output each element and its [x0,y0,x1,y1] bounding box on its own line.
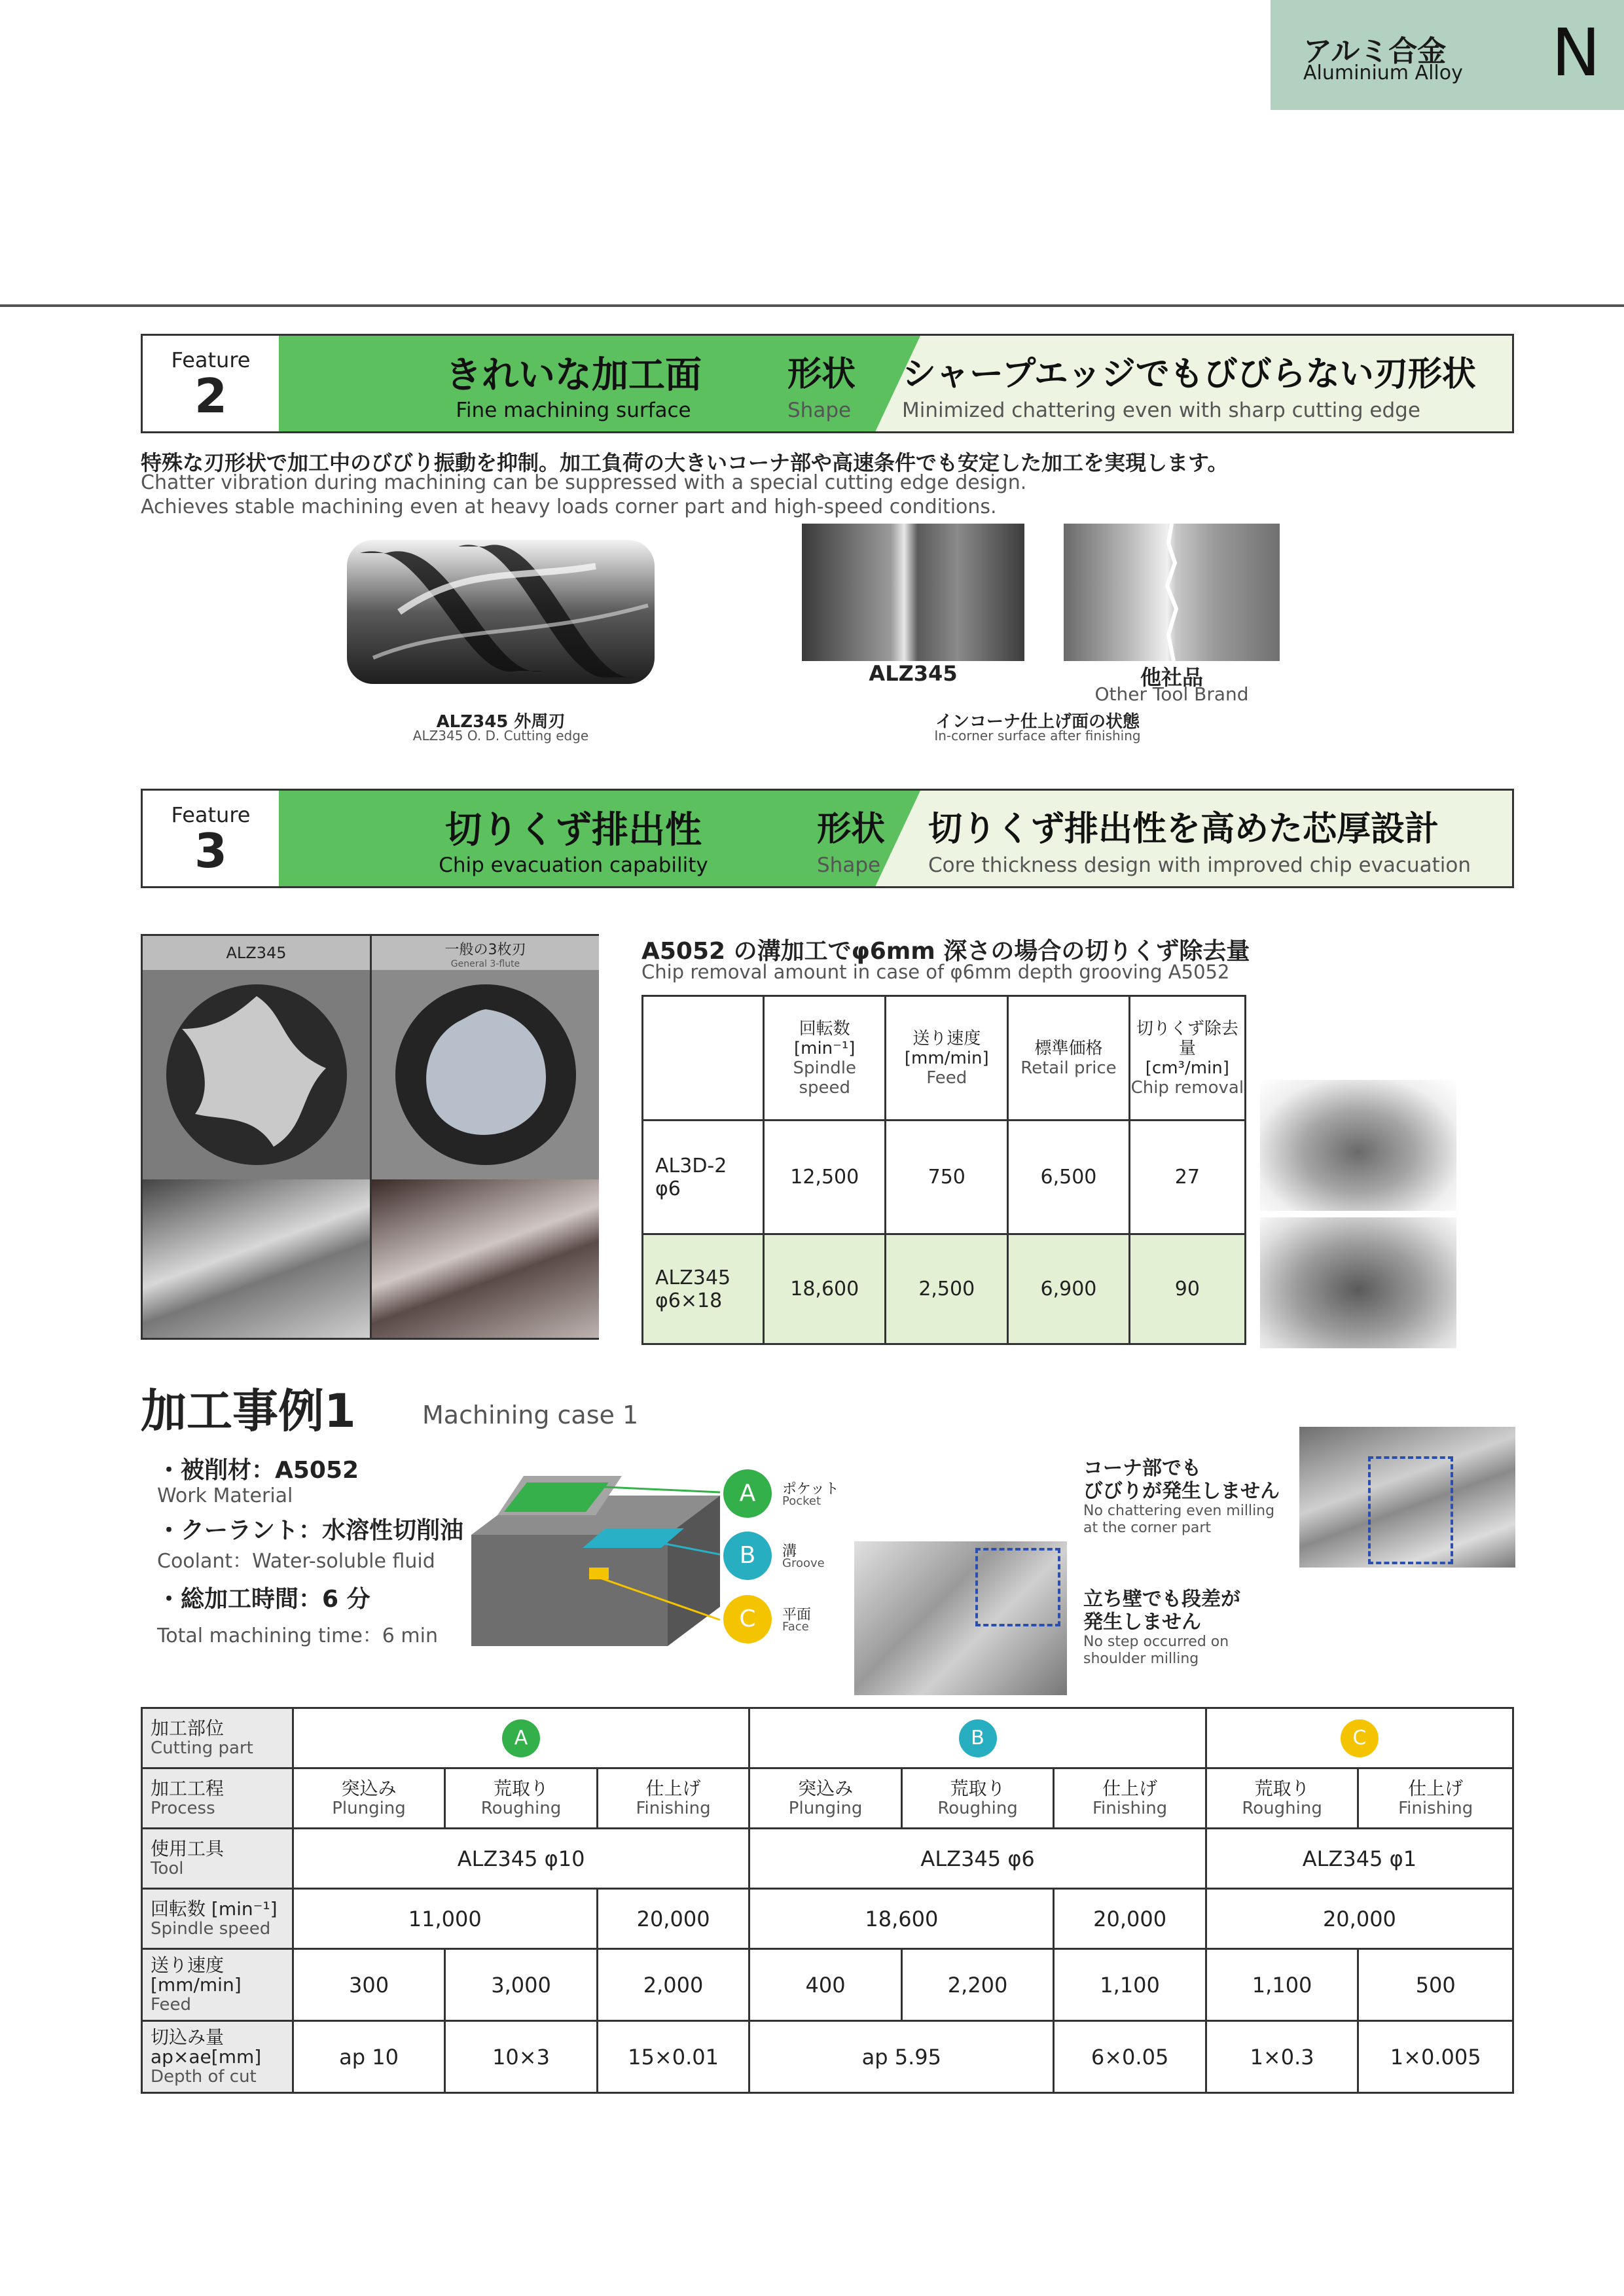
part-a-jp: ポケット [782,1481,839,1498]
category-tab [1271,0,1624,110]
feature2-bar [141,334,1514,433]
cross-section-label-alz345: ALZ345 [143,936,370,970]
speed-cell: 20,000 [1206,1889,1513,1949]
chip-table-corner [643,996,764,1121]
note1-en2: at the corner part [1083,1520,1212,1536]
lab-en: Spindle speed [151,1918,271,1939]
feature2-desc-jp: シャープエッジでもびびらない刃形状 [902,355,1476,394]
tool-cell: ALZ345 φ6 [749,1829,1206,1889]
feed-cell: 2,200 [901,1949,1054,2021]
h-speed-jp: 回転数 [799,1018,850,1039]
cell-chip: 27 [1129,1121,1245,1234]
feed-cell: 3,000 [445,1949,598,2021]
feature3-shape-en: Shape [817,853,881,877]
lab-jp: 加工部位 [151,1717,225,1739]
row-tool [643,1121,764,1234]
proc-jp: 荒取り [1254,1777,1310,1799]
corner-photo [1299,1427,1515,1568]
part-c-cell [1206,1708,1513,1768]
part-c-jp: 平面 [782,1607,812,1623]
cell-speed: 12,500 [764,1121,886,1234]
chip-table-header-row [643,996,1246,1121]
tool-size: φ6×18 [655,1289,723,1312]
feature3-desc-jp: 切りくず排出性を高めた芯厚設計 [928,810,1439,849]
note1-en1: No chattering even milling [1083,1503,1275,1519]
note2-jp2: 発生しません [1083,1611,1201,1634]
feed-cell: 1,100 [1206,1949,1358,2021]
lab-jp: 加工工程 [151,1777,225,1799]
label-feed [142,1949,293,2021]
feature3-title-en: Chip evacuation capability [439,853,708,877]
row-process [142,1768,1513,1829]
tool-name: ALZ345 [655,1266,731,1289]
feature2-intro-jp: 特殊な刃形状で加工中のびびり振動を抑制。加工負荷の大きいコーナ部や高速条件でも安定した加工を実現します。 [141,450,1229,475]
feed-cell: 300 [293,1949,444,2021]
cell-feed: 750 [886,1121,1008,1234]
proc-en: Finishing [636,1798,711,1818]
part-b-badge: B [959,1719,997,1757]
part-a-marker: A [723,1469,772,1518]
feature3-title-jp: 切りくず排出性 [445,809,702,852]
lab-en: Depth of cut [151,2066,257,2087]
table-row [643,1234,1246,1344]
h-chip-jp: 切りくず除去量 [1136,1018,1238,1058]
proc-en: Finishing [1092,1798,1168,1818]
h-price-en: Retail price [1020,1058,1117,1078]
feed-cell: 500 [1358,1949,1513,2021]
proc-jp: 荒取り [950,1777,1005,1799]
feature2-intro-en1: Chatter vibration during machining can be suppressed with a special cutting edge design. [141,471,1027,494]
h-feed-unit: [mm/min] [904,1048,989,1068]
coolant: ・クーラント：水溶性切削油 [157,1517,464,1544]
feature2-desc-en: Minimized chattering even with sharp cutting edge [902,399,1420,422]
cell-speed: 18,600 [764,1234,886,1344]
label-tool [142,1829,293,1889]
cell-price: 6,500 [1008,1121,1129,1234]
proc-en: Roughing [937,1798,1018,1818]
surface-label-other-jp: 他社品 [1140,665,1203,690]
part-b-jp: 溝 [782,1543,797,1560]
lab-jp: 送り速度 [151,1954,225,1976]
note2-en2: shoulder milling [1083,1651,1199,1667]
proc-jp: 仕上げ [1102,1777,1158,1799]
label-depth [142,2021,293,2093]
label-process [142,1768,293,1829]
feature3-desc-en: Core thickness design with improved chip evacuation [928,853,1471,877]
row-feed [142,1949,1513,2021]
cross-section-panel [141,934,599,1340]
process-cell [293,1768,444,1829]
proc-jp: 荒取り [494,1777,549,1799]
proc-en: Finishing [1398,1798,1473,1818]
row-spindle-speed [142,1889,1513,1949]
chip-photo-alz345 [1260,1217,1456,1348]
speed-cell: 20,000 [1054,1889,1206,1949]
lab-jp: 使用工具 [151,1837,225,1859]
h-feed-jp: 送り速度 [912,1028,981,1049]
depth-cell: ap 10 [293,2021,444,2093]
label-spindle-speed [142,1889,293,1949]
general-section-photo [372,970,599,1179]
proc-en: Roughing [1242,1798,1322,1818]
work-material: ・被削材：A5052 [157,1457,359,1484]
machining-time: ・総加工時間：6 分 [157,1586,370,1613]
feed-cell: 400 [749,1949,901,2021]
h-feed-en: Feed [926,1067,967,1088]
tool-size: φ6 [655,1177,681,1200]
shoulder-photo [854,1541,1067,1695]
table-row [643,1121,1246,1234]
note1-jp1: コーナ部でも [1083,1457,1201,1480]
lab-en: Tool [151,1858,184,1878]
feature2-shape-jp: 形状 [787,355,856,394]
h-speed-en: Spindle speed [793,1058,856,1098]
label-cutting-part [142,1708,293,1768]
surface-caption-jp: インコーナ仕上げ面の状態 [935,712,1140,732]
feature2-title-en: Fine machining surface [456,399,691,422]
feature2-number: 2 [194,368,228,423]
feature3-shape-jp: 形状 [817,810,886,849]
surface-label-other-en: Other Tool Brand [1094,683,1249,705]
note2-en1: No step occurred on [1083,1634,1229,1650]
feature2-label: Feature [171,348,251,372]
lab-unit: ap×ae[mm] [151,2045,262,2068]
lab-jp: 切込み量 [151,2026,225,2048]
endmill-caption-jp: ALZ345 外周刃 [436,712,566,732]
feature3-number: 3 [194,823,228,878]
tool-cell: ALZ345 φ10 [293,1829,749,1889]
depth-cell: 1×0.005 [1358,2021,1513,2093]
proc-jp: 仕上げ [1408,1777,1464,1799]
note1-jp2: びびりが発生しません [1083,1480,1280,1503]
leader-lines [576,1460,727,1630]
case-title-en: Machining case 1 [422,1401,639,1429]
process-cell [749,1768,901,1829]
feature2-intro-en2: Achieves stable machining even at heavy loads corner part and high-speed conditions. [141,495,997,518]
speed-cell: 20,000 [597,1889,749,1949]
endmill-photo [347,527,655,700]
part-a-cell [293,1708,749,1768]
surface-caption-en: In-corner surface after finishing [934,728,1141,744]
alz345-section-photo [143,970,370,1179]
general-side-photo [372,1179,599,1338]
tool-cell: ALZ345 φ1 [1206,1829,1513,1889]
chip-table-title-jp: A5052 の溝加工でφ6mm 深さの場合の切りくず除去量 [641,938,1250,965]
category-letter: N [1551,14,1600,91]
chip-table-title-en: Chip removal amount in case of φ6mm depth grooving A5052 [641,961,1230,983]
part-c-en: Face [782,1620,809,1634]
chip-header-price [1008,996,1129,1121]
chip-photo-al3d [1260,1080,1456,1211]
feature3-label: Feature [171,802,251,827]
depth-cell: 10×3 [445,2021,598,2093]
part-c-marker: C [723,1595,772,1643]
part-b-cell [749,1708,1206,1768]
feature3-bar [141,789,1514,888]
process-cell [445,1768,598,1829]
cell-price: 6,900 [1008,1234,1129,1344]
part-a-en: Pocket [782,1494,821,1508]
coolant-en: Coolant：Water-soluble fluid [157,1550,435,1573]
header-rule [0,304,1624,307]
work-material-en: Work Material [157,1484,293,1507]
speed-cell: 11,000 [293,1889,597,1949]
row-depth [142,2021,1513,2093]
chip-header-feed [886,996,1008,1121]
cell-feed: 2,500 [886,1234,1008,1344]
row-cutting-part [142,1708,1513,1768]
surface-photo-other [1064,524,1280,661]
process-cell [1206,1768,1358,1829]
category-en: Aluminium Alloy [1303,62,1463,84]
h-chip-en: Chip removal [1130,1077,1244,1098]
lab-jp: 回転数 [min⁻¹] [151,1897,278,1920]
proc-jp: 突込み [798,1777,854,1799]
lab-en: Process [151,1798,215,1818]
feature3-box [143,791,281,886]
cell-chip: 90 [1129,1234,1245,1344]
process-cell [1358,1768,1513,1829]
part-b-en: Groove [782,1556,825,1570]
proc-en: Roughing [480,1798,562,1818]
alz345-side-photo [143,1179,370,1338]
h-chip-unit: [cm³/min] [1145,1058,1229,1078]
note2-jp1: 立ち壁でも段差が [1083,1588,1240,1611]
proc-en: Plunging [788,1798,863,1818]
general-label-en: General 3-flute [450,959,520,969]
surface-label-alz345: ALZ345 [869,661,958,686]
chip-header-removal [1129,996,1245,1121]
highlight-box [975,1548,1060,1626]
feature2-shape-en: Shape [787,399,852,422]
tool-name: AL3D-2 [655,1154,727,1177]
depth-cell: ap 5.95 [749,2021,1054,2093]
lab-en: Cutting part [151,1738,253,1758]
speed-cell: 18,600 [749,1889,1054,1949]
surface-photo-alz345 [802,524,1024,661]
row-tool [643,1234,764,1344]
endmill-caption-en: ALZ345 O. D. Cutting edge [412,728,589,744]
part-a-badge: A [502,1719,540,1757]
machining-case-table [141,1707,1514,2094]
proc-jp: 仕上げ [645,1777,701,1799]
part-c-badge: C [1341,1719,1379,1757]
proc-jp: 突込み [341,1777,397,1799]
feed-cell: 2,000 [597,1949,749,2021]
machining-time-en: Total machining time：6 min [157,1624,438,1647]
chip-header-speed [764,996,886,1121]
cross-section-label-general [372,936,599,970]
h-price-jp: 標準価格 [1034,1038,1103,1058]
process-cell [597,1768,749,1829]
proc-en: Plunging [332,1798,406,1818]
category-jp: アルミ合金 [1303,35,1447,68]
h-speed-unit: [min⁻¹] [793,1038,856,1058]
part-b-marker: B [723,1532,772,1580]
lab-unit: [mm/min] [151,1973,242,1996]
process-cell [901,1768,1054,1829]
feature2-box [143,336,281,431]
chip-removal-table [641,995,1246,1345]
feature2-title-jp: きれいな加工面 [445,354,702,397]
feed-cell: 1,100 [1054,1949,1206,2021]
case-title-jp: 加工事例1 [141,1384,356,1438]
highlight-box [1368,1456,1453,1564]
row-tool [142,1829,1513,1889]
lab-en: Feed [151,1994,192,2015]
general-label-jp: 一般の3枚刃 [444,942,526,958]
depth-cell: 1×0.3 [1206,2021,1358,2093]
depth-cell: 6×0.05 [1054,2021,1206,2093]
process-cell [1054,1768,1206,1829]
depth-cell: 15×0.01 [597,2021,749,2093]
